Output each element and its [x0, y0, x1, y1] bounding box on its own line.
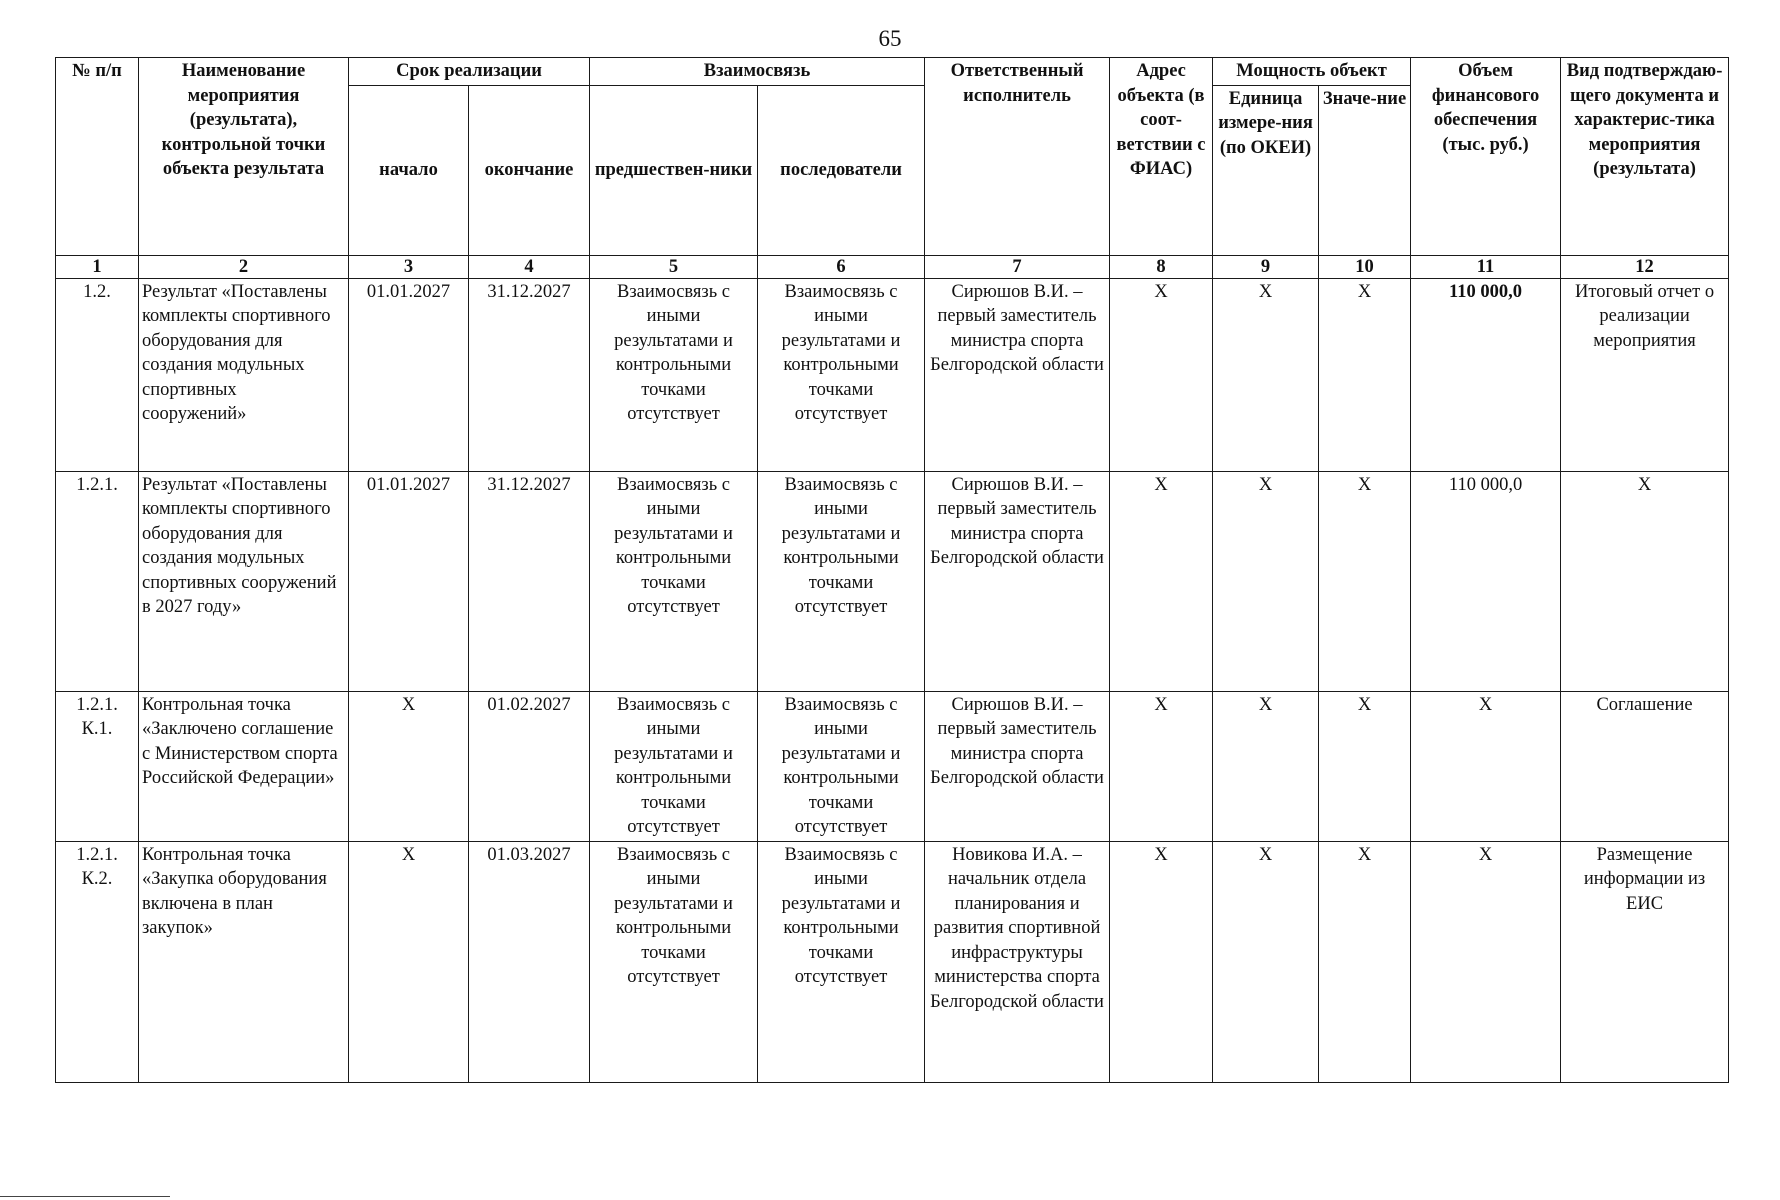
row-successors: Взаимосвязь с иными результатами и контрольными точками отсутствует — [758, 278, 925, 471]
row-finance: 110 000,0 — [1411, 278, 1561, 471]
row-unit: X — [1213, 691, 1319, 841]
header-finance: Объем финансового обеспечения (тыс. руб.) — [1411, 58, 1561, 256]
column-number: 3 — [349, 255, 469, 278]
header-end: окончание — [469, 85, 590, 255]
column-number: 11 — [1411, 255, 1561, 278]
column-number: 2 — [139, 255, 349, 278]
row-number: 1.2. — [56, 278, 139, 471]
table-row — [56, 471, 1729, 691]
header-name: Наименование мероприятия (результата), контрольной точки объекта результата — [139, 58, 349, 256]
row-value: X — [1319, 841, 1411, 1082]
column-number-row — [56, 255, 1729, 278]
row-document: Итоговый отчет о реализации мероприятия — [1561, 278, 1729, 471]
row-name: Результат «Поставлены комплекты спортивного оборудования для создания модульных спортивных сооружений» — [139, 278, 349, 471]
row-document: Соглашение — [1561, 691, 1729, 841]
column-number: 5 — [590, 255, 758, 278]
row-unit: X — [1213, 471, 1319, 691]
row-name: Результат «Поставлены комплекты спортивного оборудования для создания модульных спортивных сооружений в 2027 году» — [139, 471, 349, 691]
row-start-date: X — [349, 841, 469, 1082]
column-number: 8 — [1110, 255, 1213, 278]
row-finance: X — [1411, 691, 1561, 841]
header-doc-type: Вид подтверждаю-щего документа и характерис-тика мероприятия (результата) — [1561, 58, 1729, 256]
row-document: X — [1561, 471, 1729, 691]
row-end-date: 31.12.2027 — [469, 278, 590, 471]
row-document: Размещение информации из ЕИС — [1561, 841, 1729, 1082]
table-row — [56, 841, 1729, 1082]
plan-table — [55, 57, 1729, 1083]
row-start-date: X — [349, 691, 469, 841]
table-row — [56, 278, 1729, 471]
row-predecessors: Взаимосвязь с иными результатами и контрольными точками отсутствует — [590, 278, 758, 471]
footer-rule — [0, 1196, 170, 1197]
row-value: X — [1319, 691, 1411, 841]
header-responsible: Ответственный исполнитель — [925, 58, 1110, 256]
header-timing: Срок реализации — [349, 58, 590, 86]
row-value: X — [1319, 471, 1411, 691]
header-capacity: Мощность объект — [1213, 58, 1411, 86]
row-unit: X — [1213, 278, 1319, 471]
row-responsible: Сирюшов В.И. – первый заместитель министра спорта Белгородской области — [925, 471, 1110, 691]
row-name: Контрольная точка «Заключено соглашение с Министерством спорта Российской Федерации» — [139, 691, 349, 841]
row-address: X — [1110, 691, 1213, 841]
row-start-date: 01.01.2027 — [349, 278, 469, 471]
header-predecessors: предшествен-ники — [590, 85, 758, 255]
row-name: Контрольная точка «Закупка оборудования включена в план закупок» — [139, 841, 349, 1082]
row-address: X — [1110, 841, 1213, 1082]
header-row-top — [56, 58, 1729, 86]
column-number: 12 — [1561, 255, 1729, 278]
row-successors: Взаимосвязь с иными результатами и контрольными точками отсутствует — [758, 471, 925, 691]
row-responsible: Новикова И.А. – начальник отдела планирования и развития спортивной инфраструктуры министерства спорта Белгородской области — [925, 841, 1110, 1082]
column-number: 10 — [1319, 255, 1411, 278]
header-unit: Единица измере-ния (по ОКЕИ) — [1213, 85, 1319, 255]
column-number: 7 — [925, 255, 1110, 278]
table-row — [56, 691, 1729, 841]
row-predecessors: Взаимосвязь с иными результатами и контрольными точками отсутствует — [590, 841, 758, 1082]
header-start: начало — [349, 85, 469, 255]
row-finance: 110 000,0 — [1411, 471, 1561, 691]
row-address: X — [1110, 471, 1213, 691]
page-number: 65 — [878, 26, 902, 51]
header-successors: последователи — [758, 85, 925, 255]
column-number: 6 — [758, 255, 925, 278]
header-number: № п/п — [56, 58, 139, 256]
row-successors: Взаимосвязь с иными результатами и контрольными точками отсутствует — [758, 841, 925, 1082]
row-finance: X — [1411, 841, 1561, 1082]
column-number: 1 — [56, 255, 139, 278]
header-relation: Взаимосвязь — [590, 58, 925, 86]
row-end-date: 01.03.2027 — [469, 841, 590, 1082]
row-start-date: 01.01.2027 — [349, 471, 469, 691]
row-number: 1.2.1. К.1. — [56, 691, 139, 841]
row-number: 1.2.1. К.2. — [56, 841, 139, 1082]
row-value: X — [1319, 278, 1411, 471]
header-address: Адрес объекта (в соот-ветствии с ФИАС) — [1110, 58, 1213, 256]
header-value: Значе-ние — [1319, 85, 1411, 255]
row-responsible: Сирюшов В.И. – первый заместитель министра спорта Белгородской области — [925, 278, 1110, 471]
column-number: 4 — [469, 255, 590, 278]
row-responsible: Сирюшов В.И. – первый заместитель министра спорта Белгородской области — [925, 691, 1110, 841]
row-predecessors: Взаимосвязь с иными результатами и контрольными точками отсутствует — [590, 691, 758, 841]
row-successors: Взаимосвязь с иными результатами и контрольными точками отсутствует — [758, 691, 925, 841]
column-number: 9 — [1213, 255, 1319, 278]
row-number: 1.2.1. — [56, 471, 139, 691]
row-unit: X — [1213, 841, 1319, 1082]
row-predecessors: Взаимосвязь с иными результатами и контрольными точками отсутствует — [590, 471, 758, 691]
row-address: X — [1110, 278, 1213, 471]
row-end-date: 01.02.2027 — [469, 691, 590, 841]
row-end-date: 31.12.2027 — [469, 471, 590, 691]
